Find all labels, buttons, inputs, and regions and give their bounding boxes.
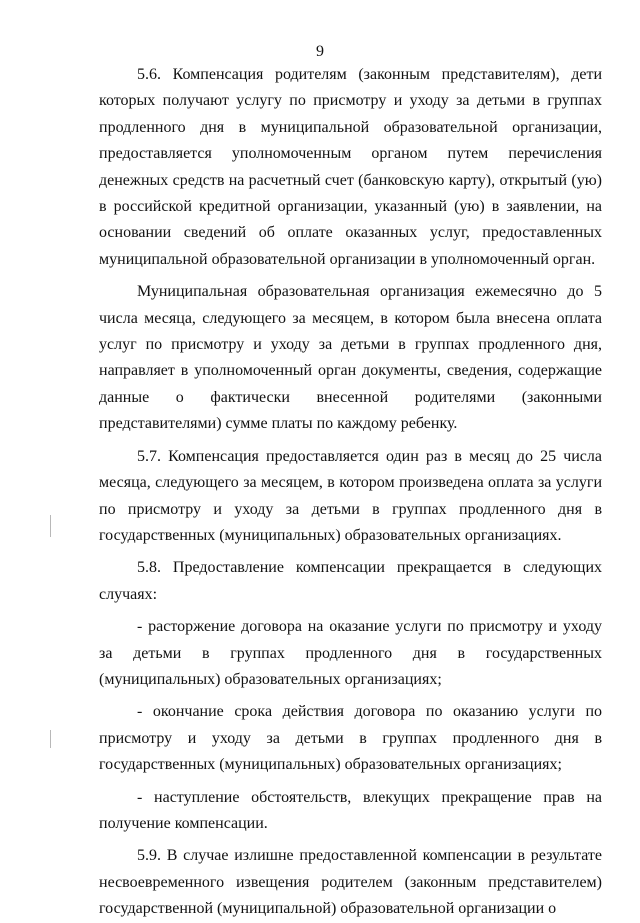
scan-artifact — [50, 730, 51, 748]
list-item-circumstances: - наступление обстоятельств, влекущих прекращение прав на получение компенсации. — [99, 788, 602, 832]
list-item-expiry: - окончание срока действия договора по оказанию услуги по присмотру и уходу за детьми в группах продленного дня в государственных (муниципальных) образовательных организациях; — [99, 703, 602, 774]
scan-artifact — [50, 515, 51, 537]
page-number: 9 — [316, 43, 324, 60]
list-item-termination: - расторжение договора на оказание услуги по присмотру и уходу за детьми в группах продленного дня в государственных (муниципальных) образовательных организациях; — [99, 618, 602, 688]
document-body — [99, 62, 602, 923]
paragraph-municipal-organization: Муниципальная образовательная организация ежемесячно до 5 числа месяца, следующего за месяцем, в котором была внесена оплата услуг по присмотру и уходу за детьми в группах продленного дня, направляет в уполномоченный орган документы, сведения, содержащие данные о фактически внесенной родителями (законными представителями) сумме платы по каждому ребенку. — [99, 283, 602, 433]
paragraph-5-9: 5.9. В случае излишне предоставленной компенсации в результате несвоевременного извещения родителем (законным представителем) государственной (муниципальной) образовательной организации о — [99, 847, 602, 918]
paragraph-5-8: 5.8. Предоставление компенсации прекращается в следующих случаях: — [99, 559, 602, 603]
paragraph-5-7: 5.7. Компенсация предоставляется один раз в месяц до 25 числа месяца, следующего за месяцем, в котором произведена оплата за услуги по присмотру и уходу за детьми в группах продленного дня в государственных (муниципальных) образовательных организациях. — [99, 447, 602, 544]
paragraph-5-6: 5.6. Компенсация родителям (законным представителям), дети которых получают услугу по присмотру и уходу за детьми в группах продленного дня в муниципальной образовательной организации, предоставляется уполномоченным органом путем перечисления денежных средств на расчетный счет (банковскую карту), открытый (ую) в российской кредитной организации, указанный (ую) в заявлении, на основании сведений об оплате оказанных услуг, предоставленных муниципальной образовательной организации в уполномоченный орган. — [99, 66, 602, 268]
